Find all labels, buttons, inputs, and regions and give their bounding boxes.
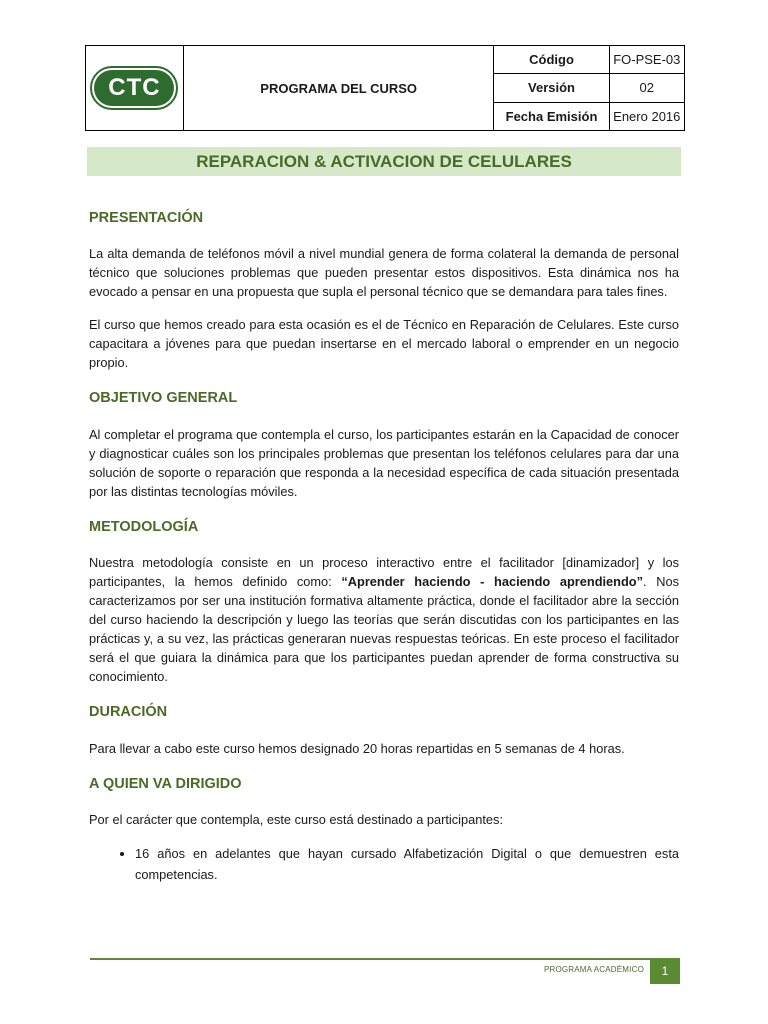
- bullet-list: [89, 843, 679, 885]
- footer-label: PROGRAMA ACADÉMICO: [543, 965, 644, 974]
- meta-value-codigo: FO-PSE-03: [609, 46, 684, 74]
- heading-dirigido: A QUIEN VA DIRIGIDO: [89, 775, 242, 792]
- document-body: [89, 210, 679, 885]
- logo-text: CTC: [94, 70, 174, 106]
- section-metodologia: [89, 519, 679, 686]
- list-item: • 16 años en adelantes que hayan cursado Alfabetización Digital o que demuestren esta competencias.: [135, 843, 679, 885]
- text-run: Nuestra metodología consiste en un proceso interactivo entre el facilitador [dinamizador] y los participantes, la hemos definido como:: [89, 555, 679, 590]
- heading-duracion: DURACIÓN: [89, 704, 168, 721]
- paragraph: Al completar el programa que contempla el curso, los participantes estarán en la Capacidad de conocer y diagnosticar cuáles son los principales problemas que presentan los teléfonos celulares para dar una solución de soporte o reparación que responda a la necesidad específica de cada situación presentada por las distintas tecnologías móviles.: [89, 426, 679, 499]
- section-presentacion: [89, 210, 679, 372]
- paragraph: [89, 553, 679, 686]
- section-dirigido: [89, 776, 679, 885]
- paragraph: Para llevar a cabo este curso hemos designado 20 horas repartidas en 5 semanas de 4 horas.: [89, 740, 625, 756]
- logo-cell: [86, 46, 184, 131]
- paragraph: La alta demanda de teléfonos móvil a nivel mundial genera de forma colateral la demanda de personal técnico que soluciones problemas que pueden presentar estos dispositivos. Esta dinámica nos ha evocado a pensar en una propuesta que supla el personal técnico que se demandara para tales fines.: [89, 246, 679, 300]
- motto-bold: “Aprender haciendo - haciendo aprendiendo”: [341, 574, 644, 590]
- paragraph: El curso que hemos creado para esta ocasión es el de Técnico en Reparación de Celulares. Este curso capacitara a jóvenes para que puedan insertarse en el mercado laboral o emprender en un negocio propio.: [89, 317, 679, 371]
- text-run: . Nos caracterizamos por ser una institución formativa altamente práctica, donde el facilitador abre la sección del curso haciendo la descripción y luego las teorías que serán discutidas con los participantes en las prácticas y, a su vez, las prácticas generaran nuevas respuestas teóricas. En este proceso el facilitador será el que guiara la dinámica para que los participantes puedan aprender de forma constructiva su conocimiento.: [89, 574, 679, 685]
- course-title-banner: REPARACION & ACTIVACION DE CELULARES: [87, 147, 681, 176]
- document-header: [85, 45, 685, 131]
- ctc-logo: [90, 66, 178, 110]
- footer-divider: [90, 958, 680, 960]
- meta-value-version: 02: [609, 74, 684, 102]
- meta-label-version: Versión: [494, 74, 609, 102]
- meta-label-fecha: Fecha Emisión: [494, 102, 609, 130]
- section-duracion: [89, 704, 679, 757]
- meta-value-fecha: Enero 2016: [609, 102, 684, 130]
- page-number: 1: [650, 958, 680, 984]
- meta-label-codigo: Código: [494, 46, 609, 74]
- heading-metodologia: METODOLOGÍA: [89, 518, 199, 535]
- paragraph: Por el carácter que contempla, este curso está destinado a participantes:: [89, 811, 503, 827]
- heading-objetivo: OBJETIVO GENERAL: [89, 390, 238, 407]
- section-objetivo: [89, 390, 679, 500]
- heading-presentacion: PRESENTACIÓN: [89, 210, 204, 226]
- document-title: PROGRAMA DEL CURSO: [183, 46, 494, 131]
